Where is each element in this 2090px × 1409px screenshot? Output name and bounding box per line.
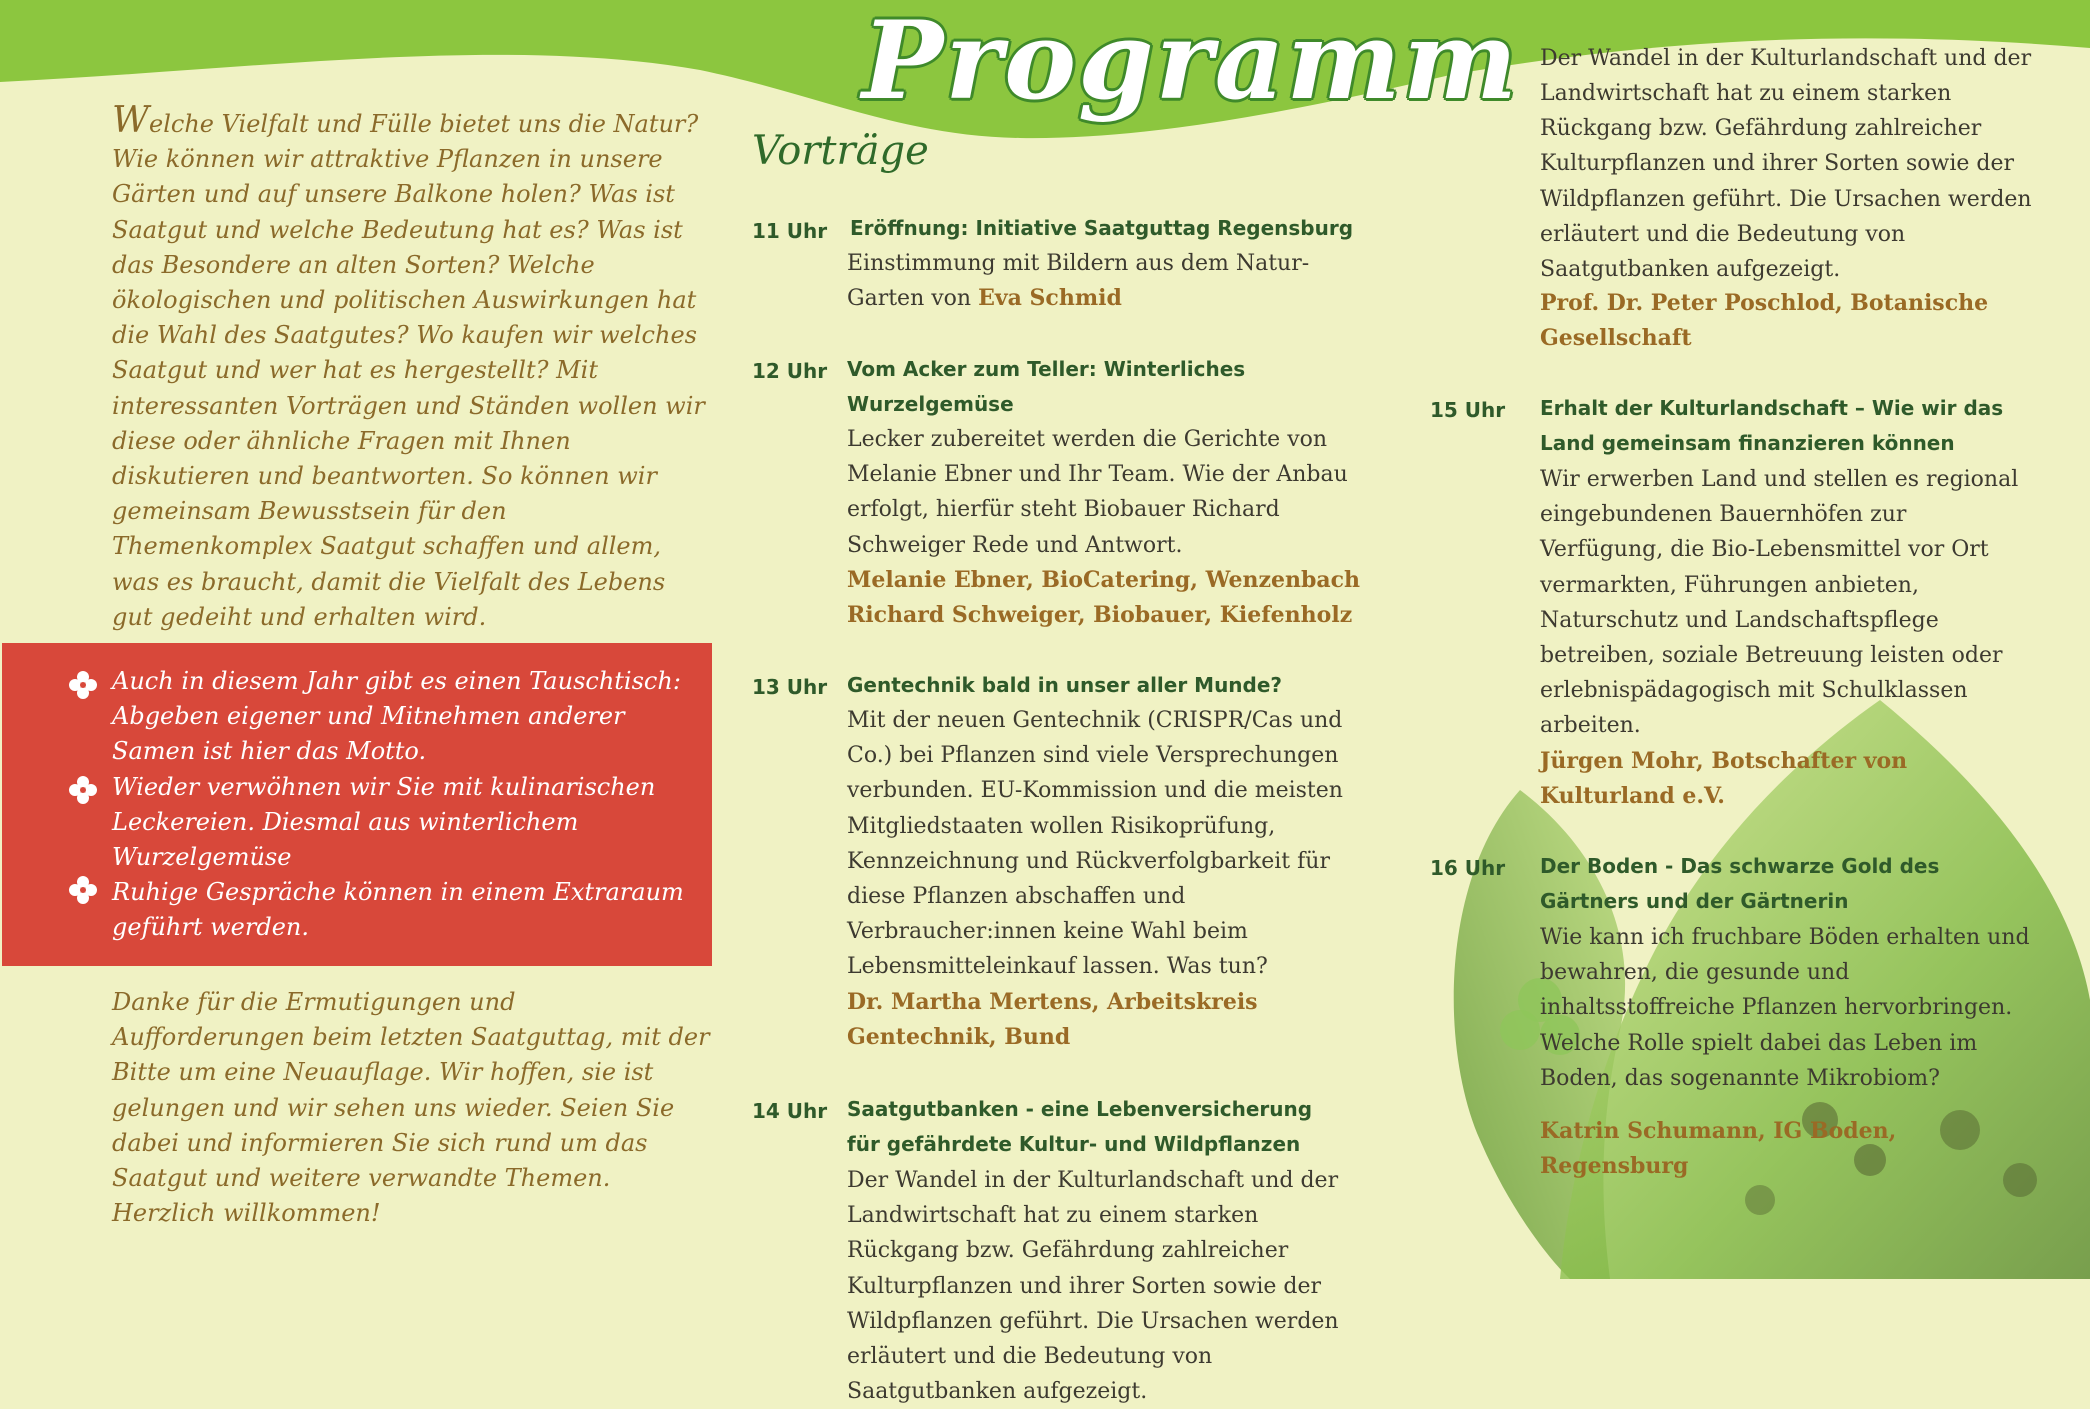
talk-speaker: Jürgen Mohr, Botschafter von Kulturland e.V. xyxy=(1540,747,1908,809)
talk-speaker: Katrin Schumann, IG Boden, Regensburg xyxy=(1540,1118,1897,1180)
talk-time: 12 Uhr xyxy=(752,359,828,383)
talk-description: Lecker zubereitet werden die Gerichte von Melanie Ebner und Ihr Team. Wie der Anbau erfolgt, hierfür steht Biobauer Richard Schweiger Rede und Antwort. xyxy=(847,427,1348,558)
talk-description: Mit der neuen Gentechnik (CRISPR/Cas und Co.) bei Pflanzen sind viele Versprechungen verbunden. EU-Kommission und die meisten Mitgliedstaaten wollen Risikoprüfung, Kennzeichnung und Rückverfolgbarkeit für diese Pflanzen abschaffen und Verbraucher:innen keine Wahl beim Lebensmitteleinkauf lassen. Was tun? xyxy=(847,708,1343,980)
flower-bullet-icon xyxy=(68,670,98,700)
highlight-item: Auch in diesem Jahr gibt es einen Tauschtisch: Abgeben eigener und Mitnehmen anderer Samen ist hier das Motto. xyxy=(112,667,681,766)
talk-description: Der Wandel in der Kulturlandschaft und der Landwirtschaft hat zu einem starken Rückgang bzw. Gefährdung zahlreicher Kulturpflanzen und ihrer Sorten sowie der Wildpflanzen geführt. Die Ursachen werden erläutert und die Bedeutung von Saatgutbanken aufgezeigt. xyxy=(847,1168,1339,1405)
flower-bullet-icon xyxy=(68,775,98,805)
talk-body xyxy=(1540,462,2035,814)
talk-speaker: Prof. Dr. Peter Poschlod, Botanische Gesellschaft xyxy=(1540,290,1989,352)
talk-speaker: Dr. Martha Mertens, Arbeitskreis Gentechnik, Bund xyxy=(847,988,1258,1050)
talk-title: Gentechnik bald in unser aller Munde? xyxy=(847,673,1283,697)
talk-description: Wir erwerben Land und stellen es regional eingebundenen Bauernhöfen zur Verfügung, die Bio-Lebensmittel vor Ort vermarkten, Führungen anbieten, Naturschutz und Landschaftspflege betreiben, soziale Betreuung leisten oder erlebnispädagogisch mit Schulklassen arbeiten. xyxy=(1540,467,2019,739)
section-heading: Vorträge xyxy=(752,128,929,174)
talk-title: Vom Acker zum Teller: Winterliches Wurzelgemüse xyxy=(847,357,1246,416)
talk-body-start xyxy=(847,1163,1377,1405)
intro-body: elche Vielfalt und Fülle bietet uns die Natur? Wie können wir attraktive Pflanzen in unsere Gärten und auf unsere Balkone holen? Was ist Saatgut und welche Bedeutung hat es? Was ist das Besondere an alten Sorten? Welche ökologischen und politischen Auswirkungen hat die Wahl des Saatgutes? Wo kaufen wir welches Saatgut und wer hat es hergestellt? Mit interessanten Vorträgen und Ständen wollen wir diese oder ähnliche Fragen mit Ihnen diskutieren und beantworten. So können wir gemeinsam Bewusstsein für den Themenkomplex Saatgut schaffen und allem, was es braucht, damit die Vielfalt des Lebens gut gedeiht und erhalten wird. xyxy=(112,110,705,631)
talk-description: Wie kann ich fruchbare Böden erhalten und bewahren, die gesunde und inhaltsstoffreiche Pflanzen hervorbringen. Welche Rolle spielt dabei das Leben im Boden, das sogenannte Mikrobiom? xyxy=(1540,925,2030,1091)
talk-body xyxy=(847,703,1377,1055)
talk-body xyxy=(1540,920,2030,1184)
highlight-item: Ruhige Gespräche können in einem Extraraum geführt werden. xyxy=(112,878,684,942)
talk-title: Eröffnung: Initiative Saatguttag Regensburg xyxy=(850,216,1354,240)
talk-description: Einstimmung mit Bildern aus dem Natur-Garten von xyxy=(847,251,1310,312)
talk-title: Erhalt der Kulturlandschaft – Wie wir das Land gemeinsam finanzieren können xyxy=(1540,396,2004,455)
talk-title: Der Boden - Das schwarze Gold des Gärtners und der Gärtnerin xyxy=(1540,854,1940,913)
flower-bullet-icon xyxy=(68,875,98,905)
highlight-item: Wieder verwöhnen wir Sie mit kulinarischen Leckereien. Diesmal aus winterlichem Wurzelgemüse xyxy=(112,773,656,872)
talk-time: 16 Uhr xyxy=(1430,856,1506,880)
talk-speaker: Melanie Ebner, BioCatering, Wenzenbach Richard Schweiger, Biobauer, Kiefenholz xyxy=(847,566,1361,629)
talk-speaker-block xyxy=(1540,286,2040,356)
talk-time: 15 Uhr xyxy=(1430,398,1506,422)
talk-description: Der Wandel in der Kulturlandschaft und der Landwirtschaft hat zu einem starken Rückgang bzw. Gefährdung zahlreicher Kulturpflanzen und ihrer Sorten sowie der Wildpflanzen geführt. Die Ursachen werden erläutert und die Bedeutung von Saatgutbanken aufgezeigt. xyxy=(1540,45,2032,283)
talk-time: 11 Uhr xyxy=(752,219,828,243)
talk-speaker: Eva Schmid xyxy=(978,285,1122,312)
thanks-text: Danke für die Ermutigungen und Aufforderungen beim letzten Saatguttag, mit der Bitte um eine Neuauflage. Wir hoffen, sie ist gelungen und wir sehen uns wieder. Seien Sie dabei und informieren Sie sich rund um das Saatgut und weitere verwandte Themen. Herzlich willkommen! xyxy=(112,988,710,1228)
talk-body xyxy=(847,422,1377,633)
talk-title: Saatgutbanken - eine Lebenversicherung für gefährdete Kultur- und Wildpflanzen xyxy=(847,1097,1313,1156)
talk-body xyxy=(847,246,1377,316)
talk-time: 14 Uhr xyxy=(752,1099,828,1123)
talk-time: 13 Uhr xyxy=(752,675,828,699)
intro-dropcap: W xyxy=(112,100,150,141)
page-title: Programm xyxy=(862,0,1520,124)
intro-text xyxy=(112,100,712,635)
